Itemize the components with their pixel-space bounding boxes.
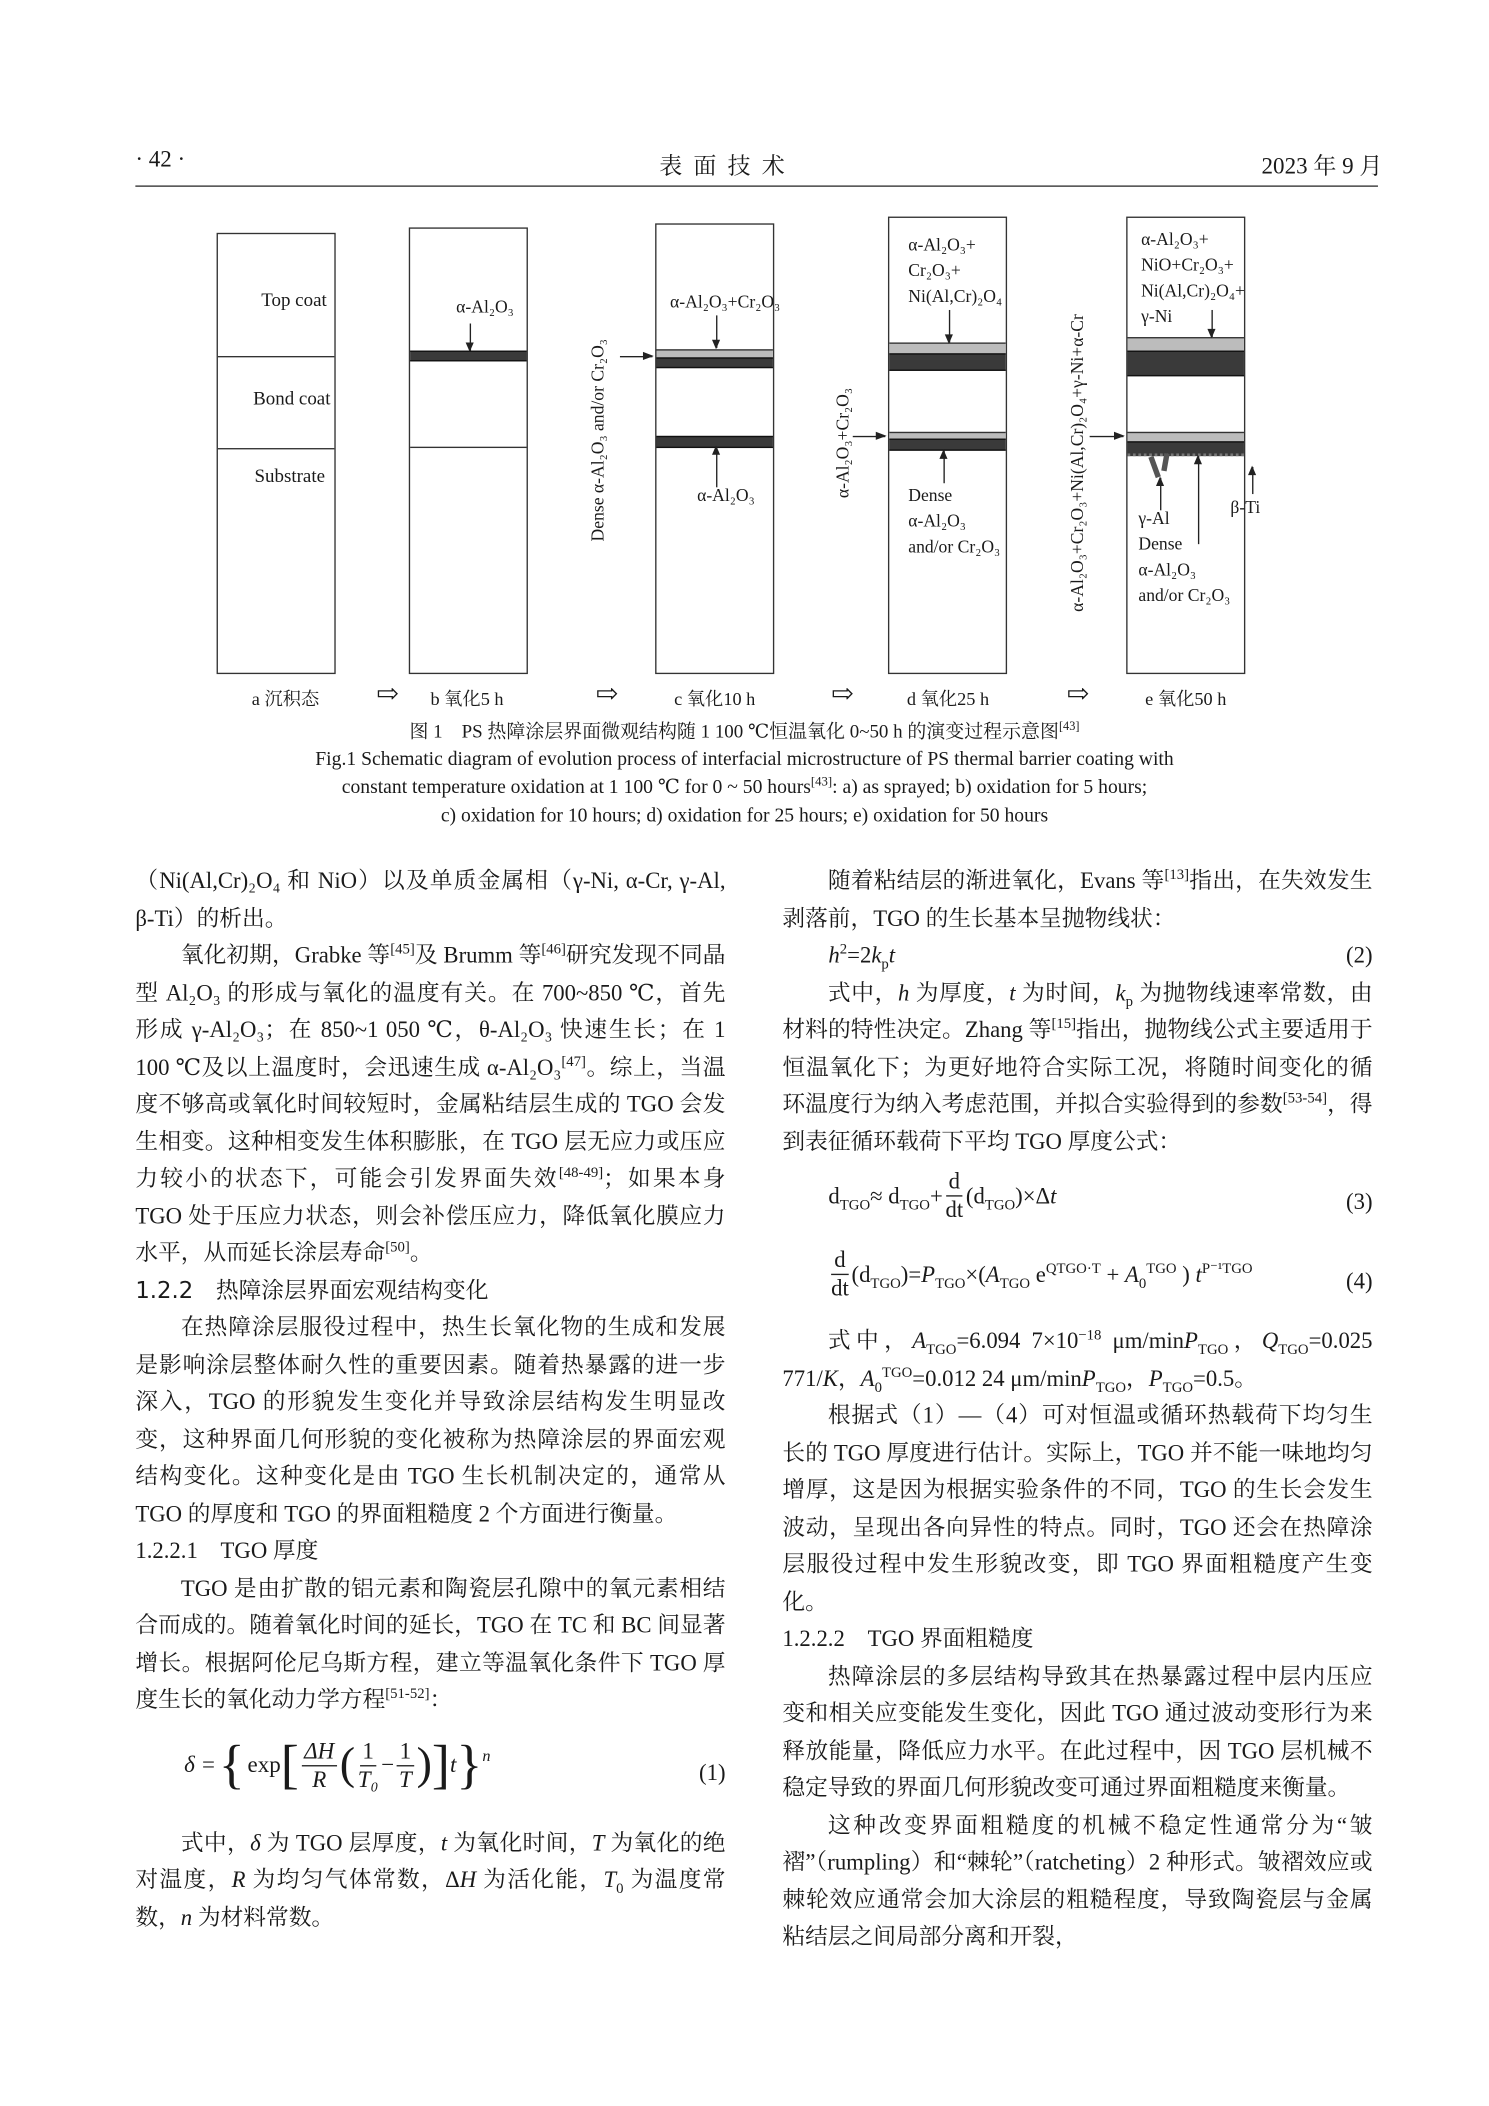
paragraph xyxy=(782,1322,1372,1396)
subscript: TGO xyxy=(1197,1341,1229,1359)
equation-4 xyxy=(782,1247,1372,1323)
c-top-label: α-Al₂O₃+Cr₂O₃ xyxy=(670,291,781,312)
arrow-icon xyxy=(1252,467,1253,494)
d-top-line: α-Al₂O₃+ xyxy=(908,234,976,255)
text-run: d xyxy=(828,1182,840,1209)
text-run: 根据式（1）—（4）可对恒温或循环热载荷下均匀生长的 TGO 厚度进行估计。实际上，TGO 并不能一味地均匀增厚，这是因为根据实验条件的不同，TGO 的生长会发生波动，呈现出各向异性的特点。同时，TGO 还会在热障涂层服役过程中发生形貌改变，即 TGO 界面粗糙度产生变化。 xyxy=(782,1402,1373,1615)
math-variable: P xyxy=(1081,1365,1096,1391)
eq-t: T xyxy=(399,1765,412,1792)
subscript: TGO xyxy=(984,1196,1016,1213)
eq-exp: exp xyxy=(247,1751,281,1778)
math-variable: k xyxy=(1115,979,1126,1006)
hollow-arrow-icon: ⇨ xyxy=(595,679,619,710)
text-run: e xyxy=(1030,1261,1046,1287)
text-run: )= xyxy=(900,1261,922,1287)
beta-ti-label: β-Ti xyxy=(1230,496,1261,518)
math-variable: T xyxy=(591,1829,605,1856)
paragraph xyxy=(782,1657,1372,1806)
text-run: ，得到表征循环载荷下平均 TGO 厚度公式： xyxy=(782,1091,1373,1154)
eq-r: R xyxy=(312,1765,327,1792)
arrow-icon xyxy=(716,315,717,347)
d-top-line: Cr₂O₃+ xyxy=(908,259,961,281)
text-run: 式中， xyxy=(827,1327,913,1354)
paragraph xyxy=(135,862,725,936)
text-run: 指出，在失效发生剥落前，TGO 的生长基本呈抛物线状： xyxy=(782,867,1373,931)
eq2-body xyxy=(782,941,896,973)
math-variable: t xyxy=(1009,979,1016,1006)
stage-label: b 氧化5 h xyxy=(430,688,504,710)
superscript: [46] xyxy=(541,941,566,958)
eq-one: 1 xyxy=(360,1737,377,1765)
arrow-icon xyxy=(1211,310,1212,337)
paragraph xyxy=(135,1569,725,1718)
math-variable: h xyxy=(898,979,910,1006)
text-run: ： xyxy=(429,1686,453,1713)
text-run: TGO 是由扩散的铝元素和陶瓷层孔隙中的氧元素相结合而成的。随着氧化时间的延长，TGO 在 TC 和 BC 间显著增长。根据阿伦尼乌斯方程，建立等温氧化条件下 TGO 厚度生长的氧化动力学方程 xyxy=(135,1574,726,1713)
alpha-alumina-label: α-Al₂O₃ xyxy=(456,296,514,317)
stage-label: a 沉积态 xyxy=(251,688,320,710)
text-run: ；如果本身 TGO 处于压应力状态，则会补偿压应力，降低氧化膜应力水平，从而延长涂层寿命 xyxy=(135,1165,726,1266)
text-run: 。 xyxy=(409,1239,433,1266)
math-variable: n xyxy=(180,1903,193,1930)
text-run: 式中， xyxy=(827,979,899,1006)
text-run: 为温度常数， xyxy=(135,1866,726,1930)
text-run: 为氧化时间， xyxy=(447,1829,592,1856)
math-variable: t xyxy=(1050,1182,1057,1209)
math-variable: A xyxy=(912,1327,927,1354)
text-run: =0.5。 xyxy=(1193,1365,1257,1391)
transition-label-3: α-Al₂O₃+Cr₂O₃+Ni(Al,Cr)₂O₄+γ-Ni+α-Cr xyxy=(1066,314,1087,612)
page-number: · 42 · xyxy=(135,146,186,172)
superscript: [15] xyxy=(1051,1015,1077,1032)
math-variable: t xyxy=(888,942,896,968)
math-variable: h xyxy=(828,942,840,968)
math-variable: R xyxy=(231,1866,246,1893)
text-run: （Ni(Al,Cr)₂O₄ 和 NiO）以及单质金属相（γ-Ni, α-Cr, γ-Al, β-Ti）的析出。 xyxy=(135,867,726,931)
arrow-icon xyxy=(470,324,471,351)
c-bottom-label: α-Al₂O₃ xyxy=(697,484,755,505)
text-run: 随着粘结层的渐进氧化，Evans 等 xyxy=(827,867,1165,894)
eq-dt: dt xyxy=(945,1196,964,1223)
d-bottom-line: α-Al₂O₃ xyxy=(908,510,966,531)
text-run: =0.012 24 μm/min xyxy=(912,1365,1082,1391)
subscript: TGO xyxy=(1162,1379,1194,1396)
stage-label: d 氧化25 h xyxy=(906,688,990,710)
superscript: [50] xyxy=(385,1239,410,1256)
e-bottom-line: and/or Cr₂O₃ xyxy=(1138,584,1231,606)
hollow-arrow-icon: ⇨ xyxy=(1066,679,1090,710)
equation-number: (2) xyxy=(1346,942,1373,968)
section-heading: 1.2.2 热障涂层界面宏观结构变化 xyxy=(135,1275,489,1303)
eq3-rhs xyxy=(965,1182,1057,1213)
text-run: + xyxy=(1100,1261,1125,1287)
equation-1: δ = { exp [ $\frac{\Delta H}{R}$ ( $\frac{1}{\text{T₀}}$ − $\frac{1}{T}$ ) ] t } n (1) xyxy=(184,1734,726,1796)
subscript: p xyxy=(1125,993,1134,1010)
superscript: [48-49] xyxy=(558,1164,604,1181)
arrow-icon xyxy=(943,451,944,483)
paragraph xyxy=(782,862,1372,936)
panel-b xyxy=(409,227,528,674)
issue-date: 2023 年 9 月 xyxy=(1261,152,1383,179)
eq-d: d xyxy=(946,1168,963,1196)
top-coat-label: Top coat xyxy=(261,291,327,312)
paragraph xyxy=(135,937,725,1272)
equation-number: (3) xyxy=(1346,1188,1373,1215)
math-variable: P xyxy=(1184,1327,1198,1354)
text-run: 图 1 PS 热障涂层界面微观结构随 1 100 ℃恒温氧化 0~50 h 的演变过程示意图 xyxy=(409,722,1059,744)
panel-d xyxy=(888,217,1007,675)
eq-exponent: n xyxy=(482,1745,491,1765)
e-top-line: γ-Ni xyxy=(1141,305,1173,327)
text-run: 在热障涂层服役过程中，热生长氧化物的生成和发展是影响涂层整体耐久性的重要因素。随着热暴露的进一步深入，TGO 的形貌发生变化并导致涂层结构发生明显改变，这种界面几何形貌的变化被称为热障涂层的界面宏观结构变化。这种变化是由 TGO 生长机制决定的，通常从 TGO 的厚度和 TGO 的界面粗糙度 2 个方面进行衡量。 xyxy=(135,1314,726,1527)
text-run: 为均匀气体常数，Δ xyxy=(245,1866,460,1893)
subscript: TGO xyxy=(839,1196,871,1213)
text-run: constant temperature oxidation at 1 100 ℃ for 0 ~ 50 hours xyxy=(341,776,811,799)
superscript: [53-54] xyxy=(1282,1090,1328,1107)
eq-t0: T₀ xyxy=(357,1765,379,1792)
math-variable: H xyxy=(459,1866,477,1893)
figure-caption-en: Fig.1 Schematic diagram of evolution process of interfacial microstructure of PS thermal barrier coating with xyxy=(315,748,1174,771)
e-top-line: α-Al₂O₃+ xyxy=(1141,228,1209,250)
equation-number: (4) xyxy=(1346,1268,1373,1295)
eq-dh: ΔH xyxy=(301,1737,337,1765)
text-run: ) xyxy=(1176,1261,1196,1287)
math-variable: P xyxy=(921,1261,936,1287)
e-bottom-line: α-Al₂O₃ xyxy=(1138,559,1197,580)
text-run: 为氧化的绝对温度， xyxy=(135,1829,726,1893)
arrow-icon xyxy=(1090,436,1124,437)
hollow-arrow-icon: ⇨ xyxy=(376,679,399,710)
math-variable: t xyxy=(440,1829,448,1856)
eq-time: t xyxy=(449,1751,457,1778)
superscript: 2 xyxy=(839,941,848,958)
gamma-al-label: γ-Al xyxy=(1138,507,1170,528)
panel-c xyxy=(655,223,781,674)
superscript: TGO xyxy=(1146,1260,1177,1277)
text-run: =6.094 7×10 xyxy=(956,1327,1079,1354)
text-run: ， xyxy=(1126,1365,1149,1391)
eq-delta: δ = xyxy=(184,1751,217,1778)
text-run: )×Δ xyxy=(1015,1182,1051,1209)
superscript: TGO xyxy=(881,1364,913,1381)
math-variable: A xyxy=(985,1261,1000,1287)
eq4-rhs xyxy=(851,1260,1253,1292)
arrow-icon xyxy=(949,310,950,342)
d-bottom-line: Dense xyxy=(908,484,953,505)
paragraph xyxy=(782,1806,1372,1955)
superscript: [43] xyxy=(1058,719,1080,733)
journal-title: 表 面 技 术 xyxy=(659,152,788,179)
equation-3 xyxy=(782,1160,1372,1247)
text-run: 氧化初期，Grabke 等 xyxy=(180,942,391,968)
header-rule xyxy=(135,185,1378,186)
hollow-arrow-icon: ⇨ xyxy=(831,679,854,710)
text-run: 为材料常数。 xyxy=(192,1903,335,1930)
e-bottom-line: Dense xyxy=(1138,533,1183,554)
math-variable: A xyxy=(1124,1261,1139,1287)
text-run: 。综上，当温度不够高或氧化时间较短时，金属粘结层生成的 TGO 会发生相变。这种相变发生体积膨胀，在 TGO 层无应力或压应力较小的状态下，可能会引发界面失效 xyxy=(135,1053,726,1192)
superscript: [13] xyxy=(1164,866,1190,884)
paragraph xyxy=(135,1309,725,1532)
eq-d: d xyxy=(832,1247,849,1275)
superscript: −18 xyxy=(1078,1327,1102,1344)
eq3-lhs xyxy=(782,1182,943,1213)
stage-label: c 氧化10 h xyxy=(674,688,756,710)
eq-minus: − xyxy=(381,1751,395,1778)
panel-e xyxy=(1126,217,1261,675)
e-top-line: NiO+Cr₂O₃+ xyxy=(1141,254,1234,275)
subsection-heading: 1.2.2.1 TGO 厚度 xyxy=(135,1537,319,1564)
superscript: P⁻¹TGO xyxy=(1201,1260,1253,1277)
subscript: TGO xyxy=(999,1275,1031,1292)
arrow-icon xyxy=(853,436,885,437)
math-variable: t xyxy=(1195,1261,1202,1287)
superscript: [45] xyxy=(390,941,415,958)
text-run: 为厚度， xyxy=(909,979,1010,1006)
left-column xyxy=(135,862,725,1935)
subsection-heading: 1.2.2.2 TGO 界面粗糙度 xyxy=(782,1625,1034,1652)
subscript: TGO xyxy=(1095,1379,1127,1396)
text-run: μm/min xyxy=(1101,1327,1185,1354)
equation-2 xyxy=(782,937,1372,974)
substrate-label: Substrate xyxy=(254,466,326,488)
text-run: 研究发现不同晶型 Al₂O₃ 的形成与氧化的温度有关。在 700~850 ℃，首先形成 γ-Al₂O₃；在 850~1 050 ℃，θ-Al₂O₃ 快速生长；在 1 100 ℃及以上温度时，会迅速生成 α-Al₂O₃ xyxy=(135,942,726,1080)
text-run: ×( xyxy=(965,1261,986,1287)
right-column xyxy=(782,862,1372,1955)
subscript: TGO xyxy=(926,1341,957,1359)
subscript: TGO xyxy=(1278,1341,1309,1359)
panel-a xyxy=(217,233,336,674)
stage-label: e 氧化50 h xyxy=(1145,688,1227,710)
subscript: TGO xyxy=(899,1196,930,1213)
text-run: : a) as sprayed; b) oxidation for 5 hours; xyxy=(832,776,1148,799)
bond-coat-label: Bond coat xyxy=(253,389,331,411)
eq-dt: dt xyxy=(831,1275,849,1301)
text-run: 热障涂层的多层结构导致其在热暴露过程中层内压应变和相关应变能发生变化，因此 TGO 通过波动变形行为来释放能量，降低应力水平。在此过程中，因 TGO 层机械不稳定导致的界面几何形貌改变可通过界面粗糙度来衡量。 xyxy=(782,1662,1373,1801)
superscript: QTGO·T xyxy=(1045,1260,1101,1277)
subscript: 0 xyxy=(1138,1275,1147,1292)
paragraph xyxy=(782,1397,1372,1620)
d-top-line: Ni(Al,Cr)₂O₄ xyxy=(908,285,1003,306)
transition-label-1: Dense α-Al₂O₃ and/or Cr₂O₃ xyxy=(587,339,608,542)
math-variable: K xyxy=(822,1365,838,1391)
math-variable: δ xyxy=(250,1829,261,1856)
text-run: (d xyxy=(851,1261,871,1287)
text-run: 这种改变界面粗糙度的机械不稳定性通常分为“皱褶”（rumpling）和“棘轮”（ratcheting）2 种形式。皱褶效应或棘轮效应通常会加大涂层的粗糙程度，导致陶瓷层与金属粘结层之间局部分离和开裂， xyxy=(782,1811,1373,1950)
superscript: [51-52] xyxy=(385,1685,430,1703)
text-run: =0.025 771/ xyxy=(782,1327,1373,1391)
text-run: 及 Brumm 等 xyxy=(414,942,542,968)
text-run: (d xyxy=(965,1182,985,1209)
figure-caption-cn xyxy=(0,717,1489,744)
math-variable: k xyxy=(871,942,882,968)
equation-number: (1) xyxy=(699,1759,726,1785)
e-top-line: Ni(Al,Cr)₂O₄+ xyxy=(1141,280,1245,301)
text-run: 式中， xyxy=(180,1829,251,1856)
math-variable: T xyxy=(603,1866,617,1893)
math-variable: Q xyxy=(1261,1327,1279,1354)
transition-label-2: α-Al₂O₃+Cr₂O₃ xyxy=(832,387,853,499)
subscript: TGO xyxy=(870,1275,901,1292)
math-variable: A xyxy=(860,1365,875,1391)
figure-caption-en: c) oxidation for 10 hours; d) oxidation for 25 hours; e) oxidation for 50 hours xyxy=(440,805,1049,828)
eq-one: 1 xyxy=(397,1737,414,1765)
superscript: [47] xyxy=(561,1052,586,1070)
text-run: ， xyxy=(837,1365,861,1391)
text-run: 为活化能， xyxy=(476,1866,604,1893)
subscript: p xyxy=(881,956,889,973)
math-variable: P xyxy=(1148,1365,1163,1391)
text-run: 指出，抛物线公式主要适用于恒温氧化下；为更好地符合实际工况，将随时间变化的循环温度行为纳入考虑范围，并拟合实验得到的参数 xyxy=(782,1016,1373,1117)
superscript: [43] xyxy=(810,775,833,790)
text-run: ， xyxy=(1228,1327,1262,1354)
text-run: ≈ d xyxy=(870,1182,900,1209)
figure-caption-en xyxy=(0,777,1489,800)
text-run: 为时间， xyxy=(1015,979,1116,1006)
text-run: =2 xyxy=(847,942,872,968)
d-bottom-line: and/or Cr₂O₃ xyxy=(908,536,1001,557)
text-run: + xyxy=(929,1182,943,1209)
text-run: 为抛物线速率常数，由材料的特性决定。Zhang 等 xyxy=(782,979,1373,1043)
arrow-icon xyxy=(620,356,652,357)
subscript: TGO xyxy=(935,1275,966,1292)
paragraph xyxy=(135,1824,725,1936)
text-run: 为 TGO 层厚度， xyxy=(260,1829,441,1856)
paragraph xyxy=(782,974,1372,1160)
subscript: 0 xyxy=(874,1379,882,1396)
subscript: 0 xyxy=(616,1880,624,1897)
